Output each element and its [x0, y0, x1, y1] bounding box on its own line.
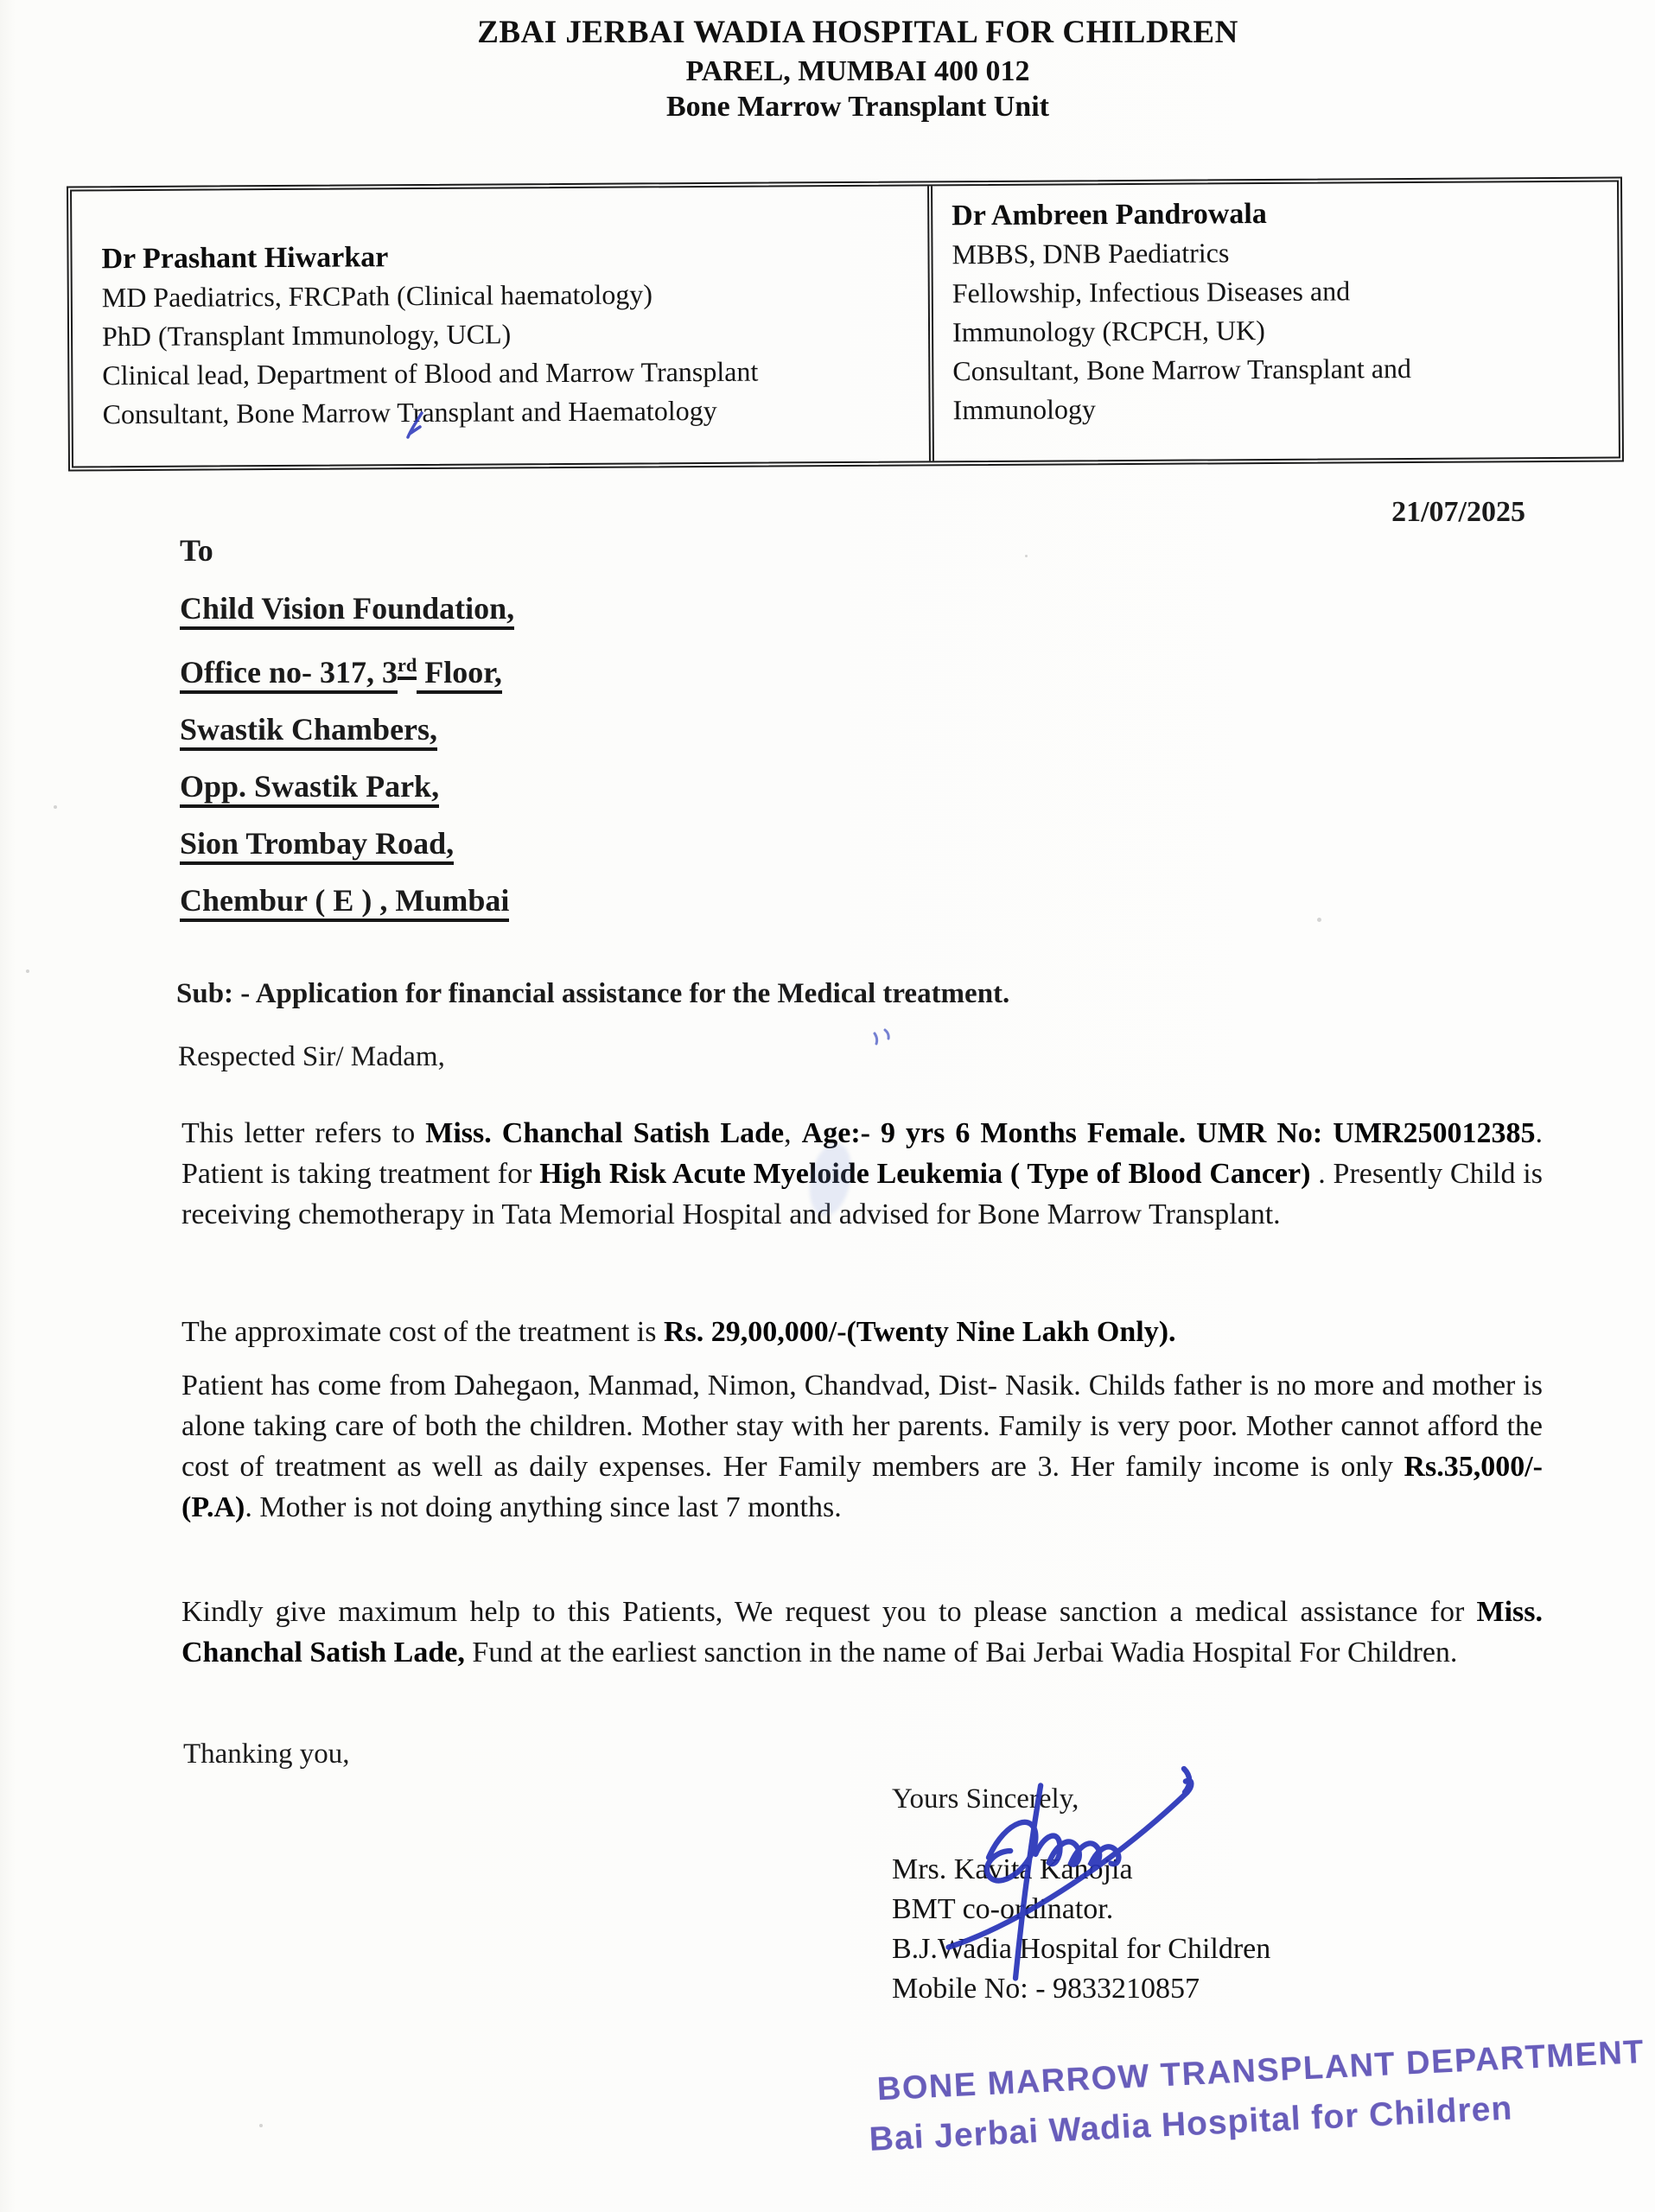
- letter-date: 21/07/2025: [1391, 496, 1525, 528]
- department-name: Bone Marrow Transplant Unit: [666, 91, 1049, 123]
- scan-artifact-blue-specks: [869, 1025, 904, 1059]
- signature-handwritten-icon: [933, 1764, 1210, 1996]
- doctor-right-cell: [927, 182, 1619, 461]
- scan-speck: [259, 2124, 263, 2127]
- stamp-line2: Bai Jerbai Wadia Hospital for Children: [868, 2089, 1514, 2158]
- closing-block: [892, 1783, 1270, 2009]
- hospital-address: PAREL, MUMBAI 400 012: [685, 55, 1030, 87]
- doctor-right-details: [952, 232, 1611, 430]
- text-line: Mrs. Kavita Kanojia: [892, 1853, 1133, 1885]
- text-line: BMT co-ordinator.: [892, 1893, 1114, 1925]
- to-label: To: [180, 533, 213, 568]
- text-line: PhD (Transplant Immunology, UCL): [101, 318, 512, 353]
- scan-speck: [1025, 555, 1028, 557]
- department-stamp: [866, 2034, 1648, 2159]
- subject-line: Sub: - Application for financial assistance for the Medical treatment.: [176, 978, 1010, 1009]
- text-line: Consultant, Bone Marrow Transplant and: [952, 353, 1412, 387]
- recipient-address-lines: [180, 589, 514, 919]
- text-line: MD Paediatrics, FRCPath (Clinical haematology): [101, 278, 653, 314]
- doctor-left-details: [102, 273, 922, 434]
- text-line: MBBS, DNB Paediatrics: [952, 237, 1230, 270]
- paragraph-patient-details: This letter refers to Miss. Chanchal Satish Lade, Age:- 9 yrs 6 Months Female. UMR No: UMR250012385. Patient is taking treatment for High Risk Acute Myeloide Leukemia ( Type of Blood Cancer) . Presently Child is receiving chemotherapy in Tata Memorial Hospital and advised for Bone Marrow Transplant.: [181, 1117, 1543, 1230]
- doctor-left-name: Dr Prashant Hiwarkar: [101, 241, 389, 276]
- doctor-left-cell: [72, 186, 929, 466]
- paragraph-family-background: Patient has come from Dahegaon, Manmad, Nimon, Chandvad, Dist- Nasik. Childs father is no more and mother is alone taking care of both the children. Mother stay with her parents. Family is very poor. Mother cannot afford the cost of treatment as well as daily expenses. Her Family members are 3. Her family income is only Rs.35,000/-(P.A). Mother is not doing anything since last 7 months.: [181, 1370, 1543, 1523]
- scan-speck: [26, 969, 29, 973]
- hospital-name: ZBAI JERBAI WADIA HOSPITAL FOR CHILDREN: [477, 15, 1238, 50]
- yours-sincerely: Yours Sincerely,: [892, 1783, 1079, 1815]
- paragraph-assistance-request: Kindly give maximum help to this Patients, We request you to please sanction a medical assistance for Miss. Chanchal Satish Lade, Fund at the earliest sanction in the name of Bai Jerbai Wadia Hospital For Children.: [181, 1596, 1543, 1669]
- text-line: Fellowship, Infectious Diseases and: [952, 275, 1351, 309]
- thanking-you: Thanking you,: [183, 1738, 350, 1770]
- scan-speck: [54, 805, 57, 809]
- text-line: Clinical lead, Department of Blood and Marrow Transplant: [102, 355, 759, 391]
- text-line: Child Vision Foundation,: [180, 589, 514, 627]
- doctor-credentials-table: [67, 177, 1624, 472]
- doctor-right-name: Dr Ambreen Pandrowala: [952, 198, 1267, 232]
- paragraph-treatment-cost: The approximate cost of the treatment is Rs. 29,00,000/-(Twenty Nine Lakh Only).: [181, 1316, 1176, 1348]
- text-line: Sion Trombay Road,: [180, 824, 514, 862]
- recipient-address: [180, 532, 514, 938]
- text-line: Mobile No: - 9833210857: [892, 1973, 1200, 2005]
- text-line: Immunology (RCPCH, UK): [952, 315, 1265, 348]
- letterhead: [0, 14, 1655, 124]
- text-line: B.J.Wadia Hospital for Children: [892, 1933, 1271, 1965]
- text-line: Consultant, Bone Marrow Transplant and Haematology: [102, 394, 717, 430]
- stamp-line1: BONE MARROW TRANSPLANT DEPARTMENT: [875, 2033, 1645, 2108]
- text-line: Office no- 317, 3rd Floor,: [180, 646, 514, 691]
- text-line: Immunology: [952, 393, 1097, 426]
- text-line: Opp. Swastik Park,: [180, 767, 514, 805]
- text-line: Chembur ( E ) , Mumbai: [180, 881, 514, 919]
- text-line: Swastik Chambers,: [180, 710, 514, 748]
- salutation: Respected Sir/ Madam,: [178, 1041, 445, 1072]
- scan-speck: [1317, 918, 1321, 922]
